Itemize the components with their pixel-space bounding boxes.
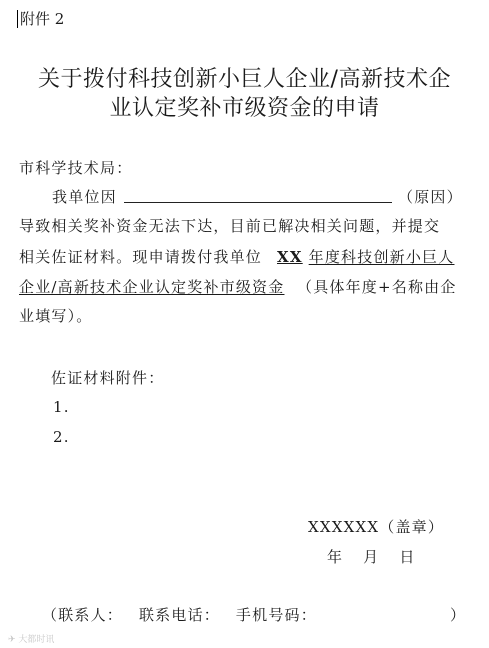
contact-line: （联系人： 联系电话： 手机号码： — [42, 606, 317, 624]
year-placeholder: XX — [277, 248, 303, 266]
recipient: 市科学技术局： — [19, 159, 133, 177]
reason-prefix: 我单位因 — [52, 188, 117, 206]
watermark: ✈ 大都时讯 — [8, 635, 55, 645]
materials-item: 1. — [53, 398, 70, 416]
body-line-4-rest: （具体年度+名称由企 — [297, 278, 457, 296]
body-line-3-suffix — [277, 246, 454, 267]
date-line: 年 月 日 — [327, 548, 416, 566]
reason-blank-line — [124, 202, 392, 203]
attachment-label: 附件 2 — [20, 10, 65, 28]
body-line-4-underlined: 企业/高新技术企业认定奖补市级资金 — [19, 278, 285, 296]
document-title-line-1: 关于拨付科技创新小巨人企业/高新技术企 — [38, 67, 451, 92]
text-cursor — [17, 10, 18, 28]
contact-close-paren: ） — [450, 606, 467, 624]
body-line-2: 导致相关奖补资金无法下达，目前已解决相关问题，并提交 — [19, 217, 441, 235]
body-line-5: 业填写）。 — [19, 307, 93, 325]
reason-suffix: （原因） — [398, 188, 463, 206]
document-title-line-2: 业认定奖补市级资金的申请 — [109, 96, 380, 121]
body-line-3-prefix: 相关佐证材料。现申请拨付我单位 — [19, 248, 263, 266]
materials-item: 2. — [53, 428, 70, 446]
materials-title: 佐证材料附件： — [51, 369, 165, 387]
org-seal-line: XXXXXX（盖章） — [308, 518, 445, 536]
line3-underlined-text: 年度科技创新小巨人 — [308, 248, 455, 266]
